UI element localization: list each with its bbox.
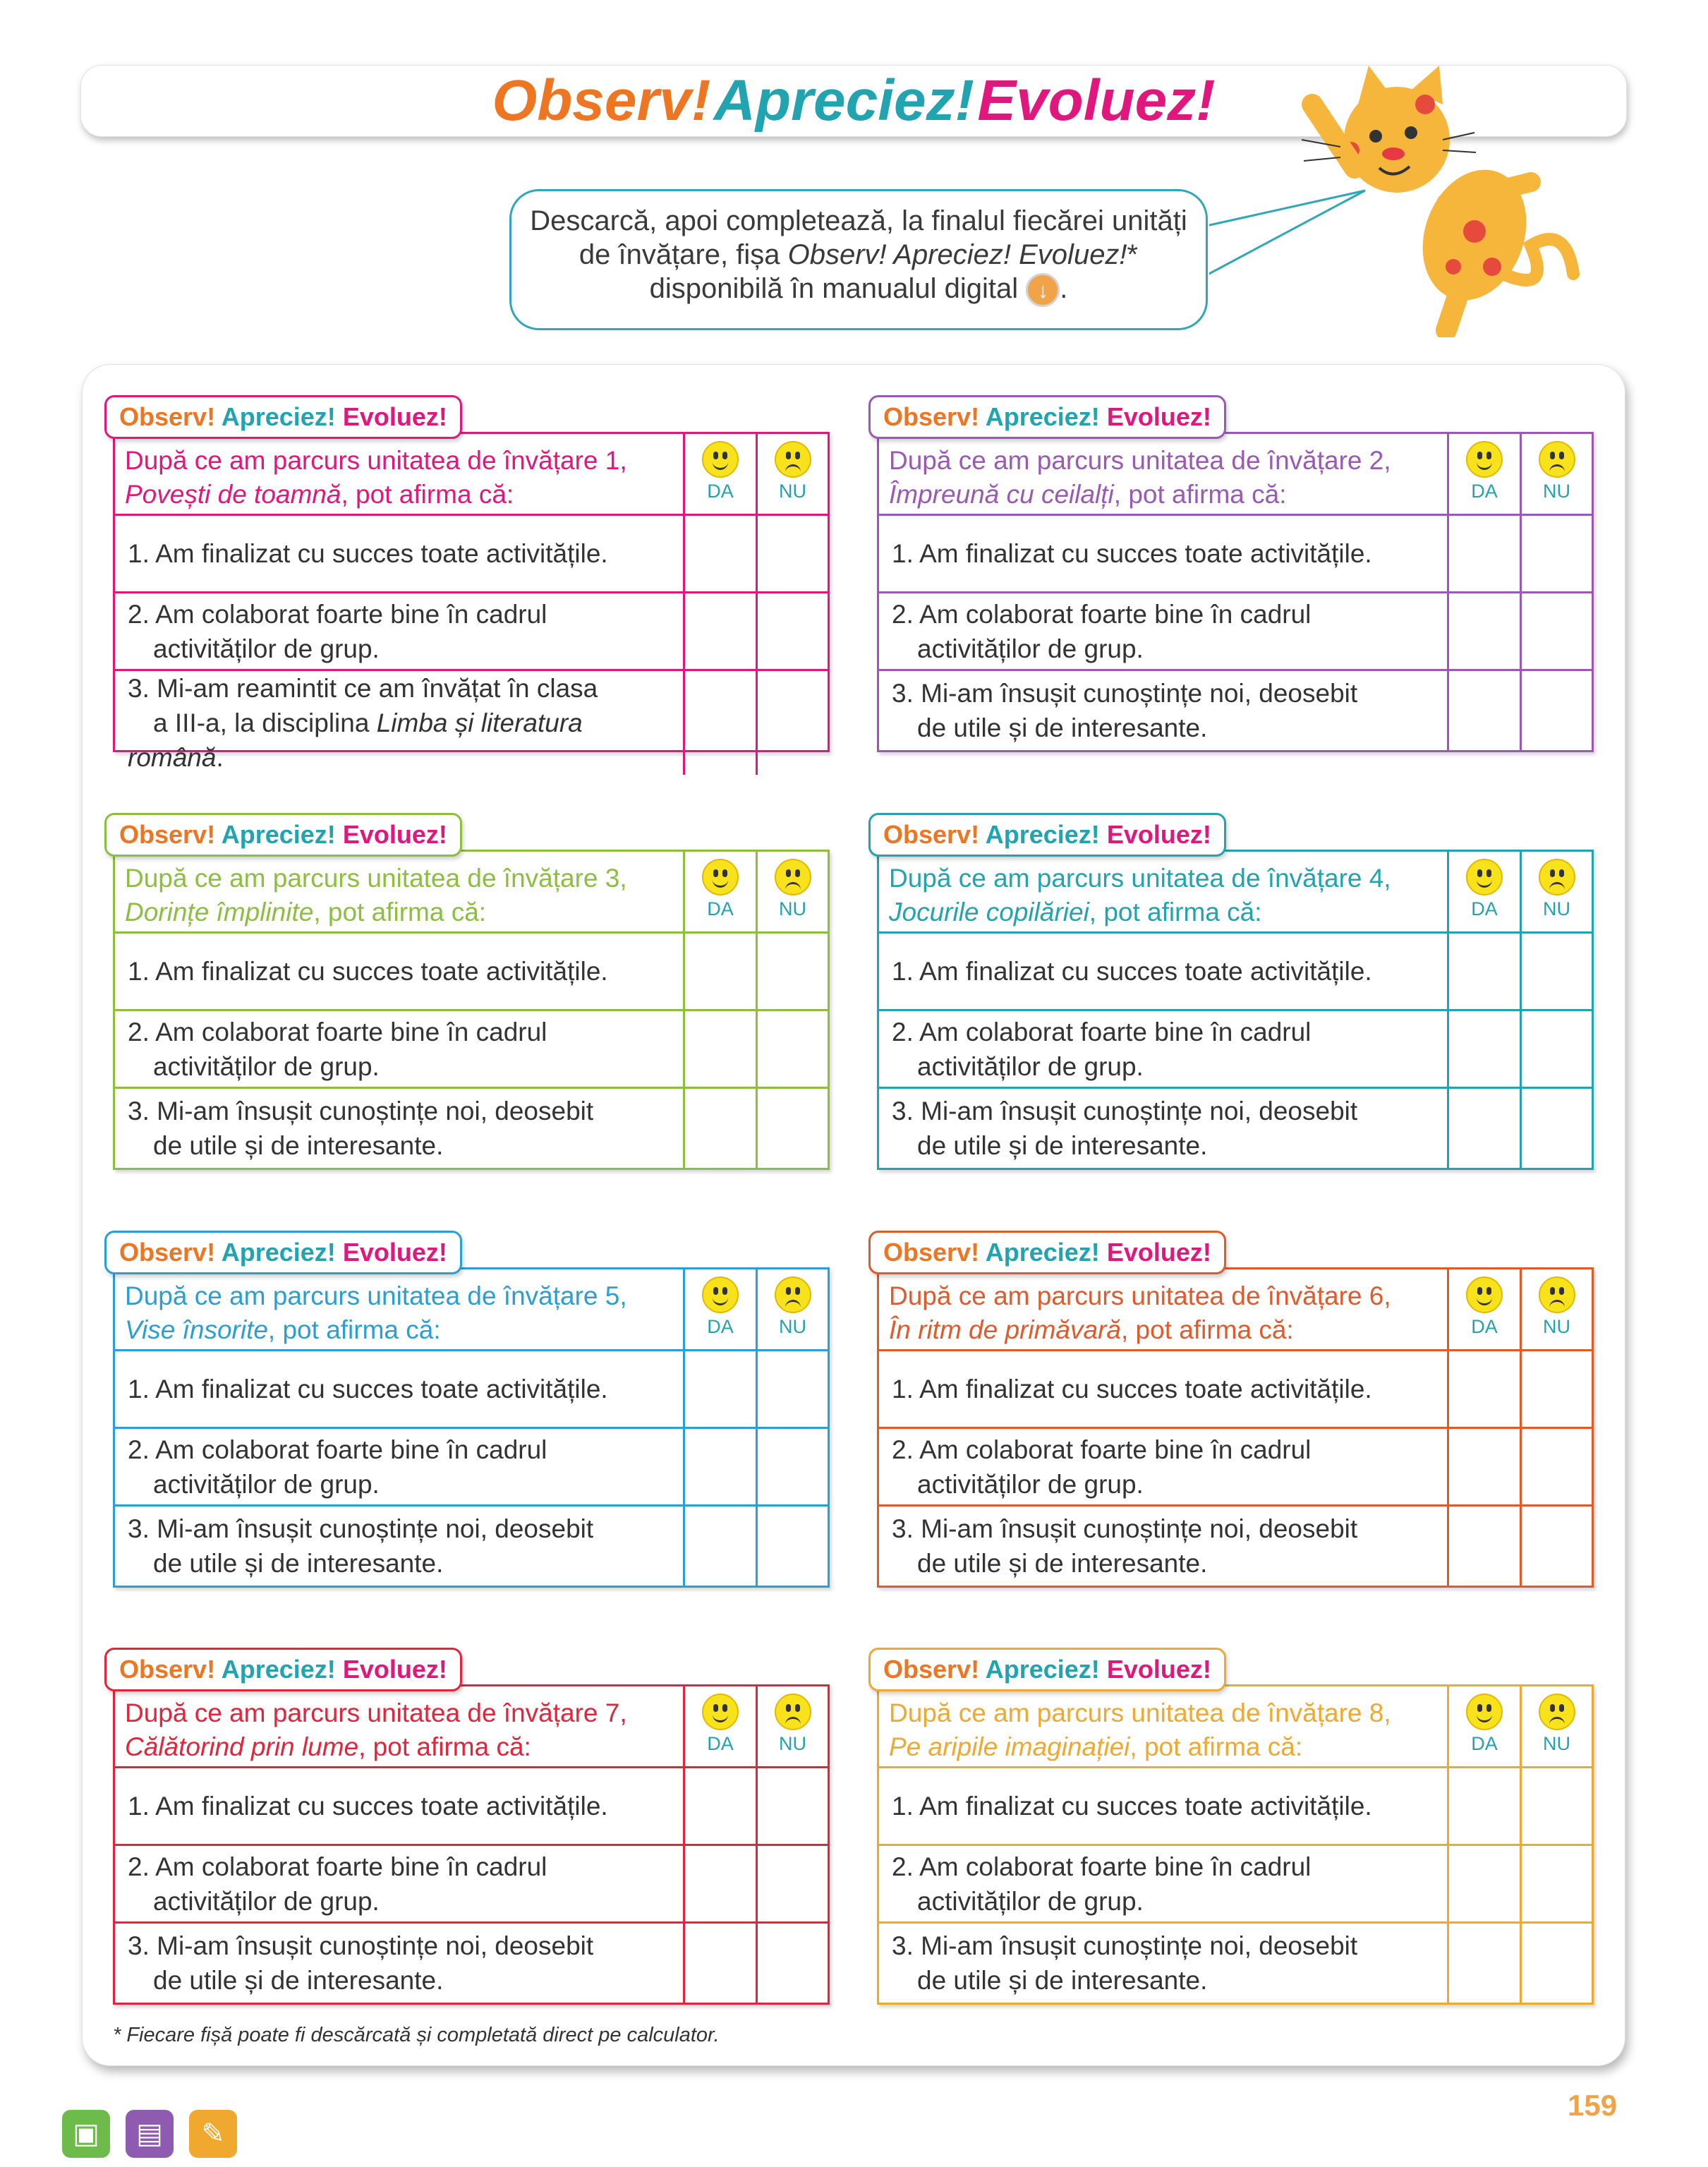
statement-1 xyxy=(115,934,685,1011)
tab-evoluez: Evoluez! xyxy=(1106,1655,1211,1684)
statement-3-line-2 xyxy=(892,1549,1207,1578)
tab-apreciez: Apreciez! xyxy=(985,402,1100,431)
statement-2-line-1: 2. Am colaborat foarte bine în cadrul xyxy=(892,599,1312,629)
tab-evoluez: Evoluez! xyxy=(342,402,447,431)
statement-3-line-1: 3. Mi-am însușit cunoștințe noi, deosebit xyxy=(128,1514,594,1543)
answer-nu-3[interactable] xyxy=(758,1924,828,2003)
speech-line-1: Descarcă, apoi completează, la finalul fiecărei unități xyxy=(530,205,1187,236)
statement-3-line-2 xyxy=(892,1966,1207,1995)
answer-nu-2[interactable] xyxy=(758,1846,828,1924)
nu-label: NU xyxy=(779,1316,806,1337)
answer-nu-3[interactable] xyxy=(758,671,828,775)
da-label: DA xyxy=(1471,1733,1498,1754)
answer-nu-1[interactable] xyxy=(1522,1768,1592,1846)
tab-evoluez: Evoluez! xyxy=(1106,1238,1211,1267)
nu-header xyxy=(1522,1269,1592,1351)
da-label: DA xyxy=(1471,481,1498,502)
nu-label: NU xyxy=(1543,898,1570,919)
speech-line-3-a: disponibilă în manualul digital xyxy=(649,273,1026,304)
evaluation-table xyxy=(113,1684,830,2005)
answer-da-1[interactable] xyxy=(685,1351,758,1429)
statement-3-text xyxy=(892,1928,1357,1998)
answer-da-1[interactable] xyxy=(685,1768,758,1846)
nu-label: NU xyxy=(1543,1733,1570,1754)
header-rest: , pot afirma că: xyxy=(1113,480,1287,509)
evaluation-table xyxy=(877,432,1594,752)
statement-1 xyxy=(879,1768,1449,1846)
answer-da-1[interactable] xyxy=(1449,1768,1522,1846)
speech-line-2 xyxy=(511,238,1206,272)
nu-header xyxy=(758,1269,828,1351)
answer-da-3[interactable] xyxy=(1449,1089,1522,1168)
statement-2 xyxy=(879,1011,1449,1089)
answer-da-1[interactable] xyxy=(1449,934,1522,1011)
header-line-1: După ce am parcurs unitatea de învățare 4, xyxy=(889,864,1391,893)
tab-apreciez: Apreciez! xyxy=(985,1655,1100,1684)
answer-da-3[interactable] xyxy=(685,1507,758,1586)
card-tab xyxy=(104,813,462,857)
statement-1 xyxy=(115,1768,685,1846)
tab-observ: Observ! xyxy=(119,820,216,849)
smiley-happy-icon xyxy=(1466,1276,1503,1313)
tab-observ: Observ! xyxy=(119,1655,216,1684)
statement-2-text xyxy=(892,597,1311,666)
answer-da-2[interactable] xyxy=(685,593,758,671)
card-tab xyxy=(868,1648,1226,1691)
statement-3-line-2 xyxy=(128,1966,443,1995)
tab-observ: Observ! xyxy=(119,1238,216,1267)
statement-1 xyxy=(879,1351,1449,1429)
header-line-1: După ce am parcurs unitatea de învățare 5, xyxy=(125,1281,627,1310)
statement-3-text xyxy=(128,1928,593,1998)
statement-3-text xyxy=(892,1511,1357,1581)
answer-nu-2[interactable] xyxy=(758,1011,828,1089)
statement-2-line-2: activităților de grup. xyxy=(917,1051,1144,1081)
statement-3-line-2 xyxy=(892,713,1207,742)
speech-line-2-b: Observ! Apreciez! Evoluez! xyxy=(787,239,1127,270)
statement-1-text: 1. Am finalizat cu succes toate activitățile. xyxy=(128,539,608,568)
evaluation-card xyxy=(877,395,1594,755)
evaluation-card xyxy=(113,1231,830,1590)
answer-nu-1[interactable] xyxy=(758,516,828,593)
answer-da-2[interactable] xyxy=(1449,1011,1522,1089)
answer-da-3[interactable] xyxy=(685,1089,758,1168)
nu-header xyxy=(1522,1686,1592,1768)
table-header xyxy=(879,852,1449,934)
answer-nu-2[interactable] xyxy=(1522,1429,1592,1507)
nu-header xyxy=(758,434,828,516)
tab-apreciez: Apreciez! xyxy=(985,1238,1100,1267)
card-tab xyxy=(868,1231,1226,1274)
smiley-sad-icon xyxy=(1539,859,1575,895)
tab-apreciez: Apreciez! xyxy=(221,402,336,431)
statement-2-line-2: activităților de grup. xyxy=(153,1886,380,1916)
answer-nu-1[interactable] xyxy=(758,934,828,1011)
statement-3-line-1: 3. Mi-am însușit cunoștințe noi, deosebit xyxy=(892,1097,1358,1125)
answer-da-3[interactable] xyxy=(1449,1507,1522,1586)
smiley-sad-icon xyxy=(775,1276,811,1313)
statement-2-line-1: 2. Am colaborat foarte bine în cadrul xyxy=(892,1852,1312,1881)
evaluation-card xyxy=(877,1648,1594,2008)
da-header xyxy=(1449,852,1522,934)
answer-nu-3[interactable] xyxy=(1522,671,1592,750)
evaluation-table xyxy=(877,850,1594,1170)
statement-3 xyxy=(115,1924,685,2003)
statement-3 xyxy=(115,1089,685,1168)
nu-header xyxy=(1522,852,1592,934)
statement-2-line-2: activităților de grup. xyxy=(153,1051,380,1081)
evaluation-card xyxy=(877,1231,1594,1590)
statement-2-line-2: activităților de grup. xyxy=(917,634,1144,663)
tab-evoluez: Evoluez! xyxy=(342,1238,447,1267)
card-tab xyxy=(104,1648,462,1691)
nu-header xyxy=(1522,434,1592,516)
nu-header xyxy=(758,1686,828,1768)
statement-2-line-1: 2. Am colaborat foarte bine în cadrul xyxy=(892,1435,1312,1464)
unit-title: Vise însorite xyxy=(125,1315,268,1344)
statement-2-line-1: 2. Am colaborat foarte bine în cadrul xyxy=(128,1435,547,1464)
statement-1 xyxy=(115,516,685,593)
statement-2-line-1: 2. Am colaborat foarte bine în cadrul xyxy=(128,599,547,629)
answer-da-1[interactable] xyxy=(685,934,758,1011)
statement-2-text xyxy=(892,1015,1311,1084)
statement-3 xyxy=(879,671,1449,750)
statement-3 xyxy=(879,1089,1449,1168)
header-line-1: După ce am parcurs unitatea de învățare 8, xyxy=(889,1698,1391,1727)
speech-line-3 xyxy=(511,272,1206,307)
table-header xyxy=(879,1686,1449,1768)
answer-da-1[interactable] xyxy=(1449,516,1522,593)
statement-2-line-2: activităților de grup. xyxy=(153,634,380,663)
statement-3-text xyxy=(892,1094,1357,1163)
answer-nu-2[interactable] xyxy=(1522,1011,1592,1089)
page-number: 159 xyxy=(1568,2089,1618,2122)
table-header xyxy=(115,1686,685,1768)
answer-da-2[interactable] xyxy=(685,1011,758,1089)
statement-3-line-2 xyxy=(128,708,583,772)
table-header xyxy=(879,434,1449,516)
da-label: DA xyxy=(707,1733,734,1754)
evaluation-table xyxy=(113,1267,830,1588)
speech-bubble xyxy=(509,189,1208,330)
nu-label: NU xyxy=(779,898,806,919)
statement-2-text xyxy=(128,1432,547,1502)
tab-apreciez: Apreciez! xyxy=(985,820,1100,849)
tab-observ: Observ! xyxy=(883,1238,980,1267)
nu-label: NU xyxy=(1543,481,1570,502)
statement-2 xyxy=(115,593,685,671)
tab-evoluez: Evoluez! xyxy=(1106,402,1211,431)
tab-observ: Observ! xyxy=(883,1655,980,1684)
header-rest: , pot afirma că: xyxy=(267,1315,441,1344)
header-line-2 xyxy=(889,1313,1437,1347)
pencil-icon[interactable]: ✎ xyxy=(189,2110,237,2158)
card-tab xyxy=(104,395,462,439)
answer-da-2[interactable] xyxy=(1449,593,1522,671)
smiley-happy-icon xyxy=(1466,441,1503,478)
title-evoluez: Evoluez! xyxy=(977,68,1216,133)
statement-2 xyxy=(879,1429,1449,1507)
statement-1 xyxy=(879,516,1449,593)
image-icon[interactable]: ▣ xyxy=(62,2110,110,2158)
statement-3 xyxy=(879,1507,1449,1586)
evaluation-card xyxy=(113,1648,830,2008)
header-rest: , pot afirma că: xyxy=(1089,898,1262,926)
header-rest: , pot afirma că: xyxy=(341,480,514,509)
answer-nu-1[interactable] xyxy=(758,1768,828,1846)
header-line-2 xyxy=(125,1313,673,1347)
header-line-1: După ce am parcurs unitatea de învățare 2, xyxy=(889,446,1391,475)
statement-3-pre: de utile și de interesante. xyxy=(917,1966,1208,1995)
da-label: DA xyxy=(707,481,734,502)
card-tab xyxy=(868,395,1226,439)
nu-header xyxy=(758,852,828,934)
statement-3-line-1: 3. Mi-am însușit cunoștințe noi, deosebit xyxy=(892,1514,1358,1543)
unit-title: Dorințe împlinite xyxy=(125,898,314,926)
table-header xyxy=(879,1269,1449,1351)
unit-title: Călătorind prin lume xyxy=(125,1732,359,1761)
answer-da-2[interactable] xyxy=(1449,1429,1522,1507)
statement-1 xyxy=(115,1351,685,1429)
nu-label: NU xyxy=(1543,1316,1570,1337)
statement-2 xyxy=(115,1429,685,1507)
speech-line-2-c: * xyxy=(1127,239,1139,270)
statement-2 xyxy=(879,1846,1449,1924)
answer-nu-2[interactable] xyxy=(758,593,828,671)
tab-evoluez: Evoluez! xyxy=(342,820,447,849)
unit-title: În ritm de primăvară xyxy=(889,1315,1121,1344)
header-line-2 xyxy=(125,1730,673,1764)
answer-nu-3[interactable] xyxy=(1522,1507,1592,1586)
statement-2-text xyxy=(892,1849,1311,1919)
statement-3-line-1: 3. Mi-am însușit cunoștințe noi, deosebit xyxy=(128,1097,594,1125)
header-line-1: După ce am parcurs unitatea de învățare 3, xyxy=(125,864,627,893)
statement-3-italic: Limba și literatura română xyxy=(128,708,583,772)
tab-evoluez: Evoluez! xyxy=(342,1655,447,1684)
da-header xyxy=(1449,1686,1522,1768)
answer-nu-1[interactable] xyxy=(1522,1351,1592,1429)
statement-3 xyxy=(115,671,685,775)
answer-da-2[interactable] xyxy=(685,1846,758,1924)
tab-apreciez: Apreciez! xyxy=(221,820,336,849)
evaluation-card xyxy=(113,395,830,772)
answer-da-3[interactable] xyxy=(1449,671,1522,750)
smiley-happy-icon xyxy=(702,1694,739,1730)
answer-da-3[interactable] xyxy=(1449,1924,1522,2003)
answer-nu-3[interactable] xyxy=(1522,1924,1592,2003)
table-header xyxy=(115,852,685,934)
da-label: DA xyxy=(1471,1316,1498,1337)
statement-2-line-1: 2. Am colaborat foarte bine în cadrul xyxy=(128,1017,547,1046)
statement-3-pre: de utile și de interesante. xyxy=(917,1549,1208,1578)
statement-2-text xyxy=(128,597,547,666)
answer-da-2[interactable] xyxy=(685,1429,758,1507)
speech-line-2-a: de învățare, fișa xyxy=(579,239,788,270)
statement-3-pre: a III-a, la disciplina xyxy=(153,708,377,737)
evaluation-table xyxy=(877,1267,1594,1588)
answer-da-1[interactable] xyxy=(1449,1351,1522,1429)
statement-3-pre: de utile și de interesante. xyxy=(917,1131,1208,1160)
da-label: DA xyxy=(1471,898,1498,919)
tab-observ: Observ! xyxy=(119,402,216,431)
statement-1-text: 1. Am finalizat cu succes toate activitățile. xyxy=(892,539,1372,568)
da-header xyxy=(1449,434,1522,516)
statement-1 xyxy=(879,934,1449,1011)
tab-evoluez: Evoluez! xyxy=(1106,820,1211,849)
header-line-2 xyxy=(125,895,673,929)
nu-label: NU xyxy=(779,1733,806,1754)
answer-da-3[interactable] xyxy=(685,671,758,775)
header-line-1: După ce am parcurs unitatea de învățare 7, xyxy=(125,1698,627,1727)
smiley-happy-icon xyxy=(1466,1694,1503,1730)
answer-nu-1[interactable] xyxy=(1522,934,1592,1011)
smiley-happy-icon xyxy=(1466,859,1503,895)
header-line-2 xyxy=(889,478,1437,512)
unit-title: Jocurile copilăriei xyxy=(889,898,1089,926)
statement-2-line-1: 2. Am colaborat foarte bine în cadrul xyxy=(892,1017,1312,1046)
statement-3-text xyxy=(892,676,1357,745)
film-icon[interactable]: ▤ xyxy=(126,2110,174,2158)
statement-3-line-2 xyxy=(128,1131,443,1160)
statement-3-line-2 xyxy=(128,1549,443,1578)
answer-nu-1[interactable] xyxy=(1522,516,1592,593)
smiley-sad-icon xyxy=(1539,1276,1575,1313)
header-line-1: După ce am parcurs unitatea de învățare 6, xyxy=(889,1281,1391,1310)
statement-2-line-2: activităților de grup. xyxy=(917,1469,1144,1499)
statement-3-line-2 xyxy=(892,1131,1207,1160)
statement-3-pre: de utile și de interesante. xyxy=(153,1131,444,1160)
evaluation-table xyxy=(877,1684,1594,2005)
smiley-sad-icon xyxy=(775,441,811,478)
statement-2 xyxy=(115,1011,685,1089)
smiley-sad-icon xyxy=(1539,441,1575,478)
answer-nu-2[interactable] xyxy=(758,1429,828,1507)
nu-label: NU xyxy=(779,481,806,502)
header-rest: , pot afirma că: xyxy=(313,898,487,926)
smiley-happy-icon xyxy=(702,441,739,478)
statement-2 xyxy=(879,593,1449,671)
statement-2-line-2: activităților de grup. xyxy=(917,1886,1144,1916)
smiley-sad-icon xyxy=(775,859,811,895)
header-line-2 xyxy=(889,1730,1437,1764)
smiley-happy-icon xyxy=(702,859,739,895)
tab-observ: Observ! xyxy=(883,402,980,431)
statement-2-text xyxy=(892,1432,1311,1502)
statement-1-text: 1. Am finalizat cu succes toate activitățile. xyxy=(892,1792,1372,1821)
da-header xyxy=(685,1686,758,1768)
table-header xyxy=(115,434,685,516)
da-header xyxy=(685,434,758,516)
da-header xyxy=(1449,1269,1522,1351)
card-tab xyxy=(104,1231,462,1274)
smiley-sad-icon xyxy=(1539,1694,1575,1730)
title-apreciez: Apreciez! xyxy=(713,68,974,133)
statement-3 xyxy=(879,1924,1449,2003)
answer-nu-3[interactable] xyxy=(758,1089,828,1168)
statement-2-text xyxy=(128,1849,547,1919)
answer-da-3[interactable] xyxy=(685,1924,758,2003)
evaluation-card xyxy=(113,813,830,1173)
evaluation-card xyxy=(877,813,1594,1173)
statement-2 xyxy=(115,1846,685,1924)
statement-1-text: 1. Am finalizat cu succes toate activitățile. xyxy=(128,1792,608,1821)
header-rest: , pot afirma că: xyxy=(1129,1732,1303,1761)
statement-3-line-1: 3. Mi-am reamintit ce am învățat în clasa xyxy=(128,674,598,703)
unit-title: Împreună cu ceilalți xyxy=(889,480,1114,509)
statement-3 xyxy=(115,1507,685,1586)
title-observ: Observ! xyxy=(492,68,711,133)
statement-1-text: 1. Am finalizat cu succes toate activitățile. xyxy=(892,1375,1372,1404)
evaluation-table xyxy=(113,850,830,1170)
header-rest: , pot afirma că: xyxy=(358,1732,531,1761)
statement-2-text xyxy=(128,1015,547,1084)
statement-3-text xyxy=(128,1511,593,1581)
statement-3-pre: de utile și de interesante. xyxy=(153,1549,444,1578)
smiley-sad-icon xyxy=(775,1694,811,1730)
footnote: * Fiecare fișă poate fi descărcată și completată direct pe calculator. xyxy=(113,2024,720,2046)
statement-3-text xyxy=(128,1094,593,1163)
statement-1-text: 1. Am finalizat cu succes toate activitățile. xyxy=(892,957,1372,986)
answer-nu-2[interactable] xyxy=(1522,593,1592,671)
tab-apreciez: Apreciez! xyxy=(221,1238,336,1267)
card-tab xyxy=(868,813,1226,857)
download-icon[interactable]: ↓ xyxy=(1026,273,1060,307)
speech-line-3-b: . xyxy=(1060,273,1068,304)
evaluation-table xyxy=(113,432,830,772)
statement-3-line-1: 3. Mi-am însușit cunoștințe noi, deosebit xyxy=(892,1931,1358,1960)
statement-3-post: . xyxy=(216,743,224,772)
answer-nu-1[interactable] xyxy=(758,1351,828,1429)
unit-title: Povești de toamnă xyxy=(125,480,341,509)
header-line-2 xyxy=(125,478,673,512)
table-header xyxy=(115,1269,685,1351)
statement-2-line-2: activităților de grup. xyxy=(153,1469,380,1499)
statement-3-line-1: 3. Mi-am însușit cunoștințe noi, deosebit xyxy=(128,1931,594,1960)
statement-2-line-1: 2. Am colaborat foarte bine în cadrul xyxy=(128,1852,547,1881)
statement-3-pre: de utile și de interesante. xyxy=(153,1966,444,1995)
speech-tail xyxy=(1199,183,1383,296)
da-header xyxy=(685,1269,758,1351)
statement-3-line-1: 3. Mi-am însușit cunoștințe noi, deosebit xyxy=(892,679,1358,708)
da-label: DA xyxy=(707,1316,734,1337)
unit-title: Pe aripile imaginației xyxy=(889,1732,1130,1761)
tab-observ: Observ! xyxy=(883,820,980,849)
answer-da-2[interactable] xyxy=(1449,1846,1522,1924)
statement-3-pre: de utile și de interesante. xyxy=(917,713,1208,742)
answer-nu-2[interactable] xyxy=(1522,1846,1592,1924)
header-line-1: După ce am parcurs unitatea de învățare 1, xyxy=(125,446,627,475)
da-label: DA xyxy=(707,898,734,919)
statement-1-text: 1. Am finalizat cu succes toate activitățile. xyxy=(128,957,608,986)
tab-apreciez: Apreciez! xyxy=(221,1655,336,1684)
header-rest: , pot afirma că: xyxy=(1121,1315,1294,1344)
answer-nu-3[interactable] xyxy=(758,1507,828,1586)
header-line-2 xyxy=(889,895,1437,929)
statement-3-text xyxy=(128,671,670,775)
statement-1-text: 1. Am finalizat cu succes toate activitățile. xyxy=(128,1375,608,1404)
answer-nu-3[interactable] xyxy=(1522,1089,1592,1168)
smiley-happy-icon xyxy=(702,1276,739,1313)
answer-da-1[interactable] xyxy=(685,516,758,593)
da-header xyxy=(685,852,758,934)
